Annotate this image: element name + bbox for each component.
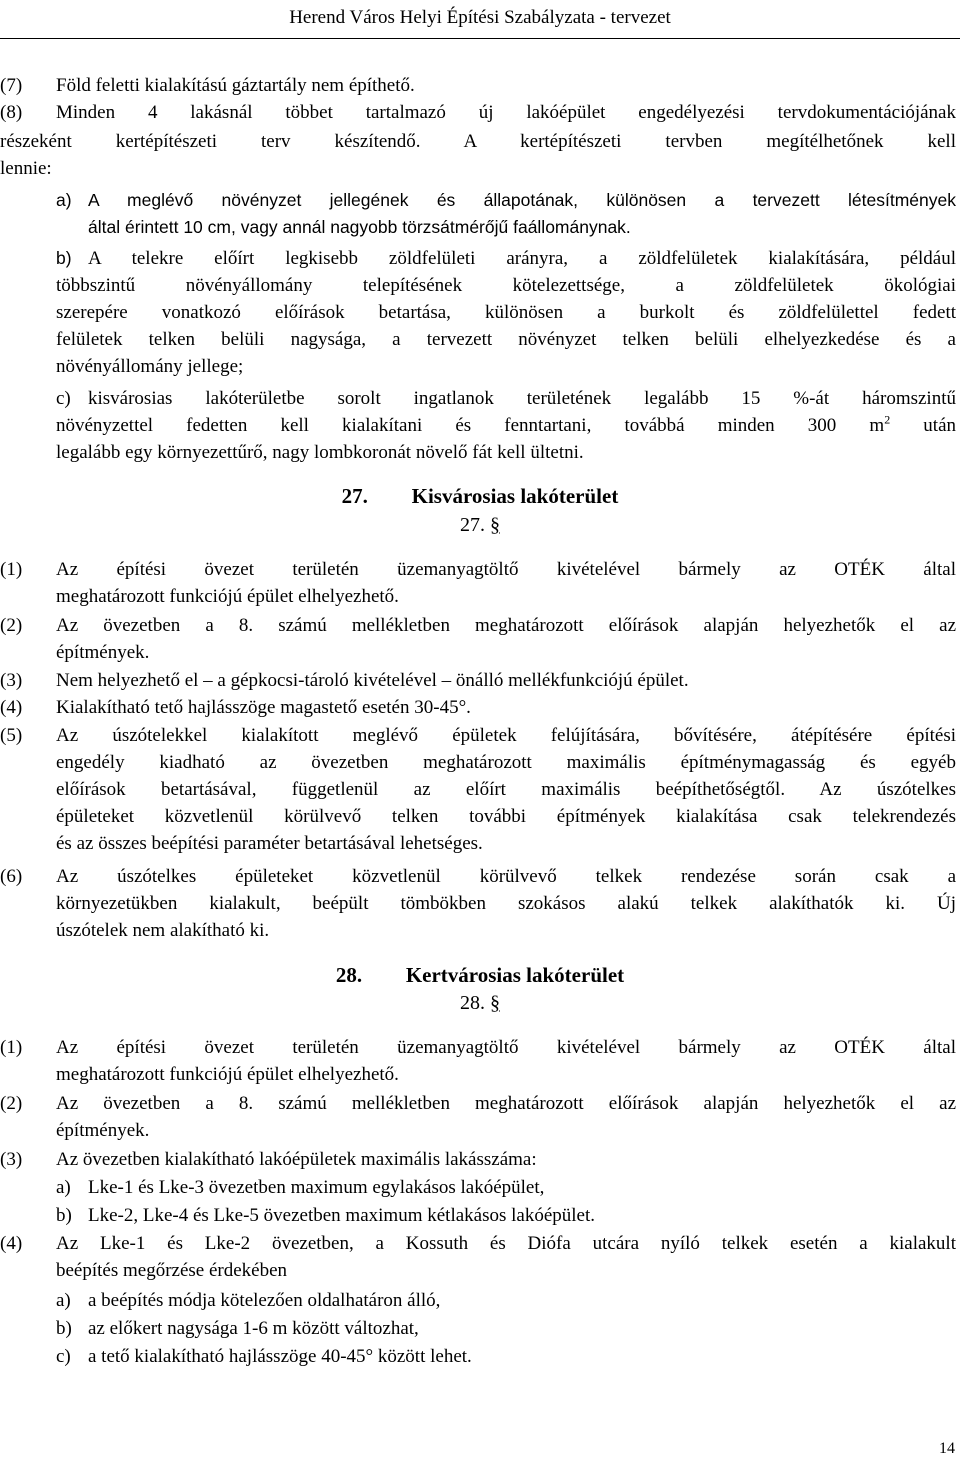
paragraph-line: Minden 4 lakásnál többet tartalmazó új lakóépület engedélyezési tervdokumentációjának	[56, 102, 956, 123]
list-line: A meglévő növényzet jellegének és állapotának, különösen a tervezett létesítmények	[88, 190, 956, 210]
paragraph-line: Az építési övezet területén üzemanyagtöltő kivételével bármely az OTÉK által	[56, 559, 956, 580]
paragraph-number: (2)	[0, 615, 23, 636]
paragraph-line: építmények.	[56, 642, 150, 663]
paragraph-line: és az összes beépítési paraméter betartásával lehetséges.	[56, 833, 483, 854]
paragraph-line: lennie:	[0, 158, 52, 179]
paragraph-line: beépítés megőrzése érdekében	[56, 1260, 288, 1281]
paragraph-number: (4)	[0, 697, 23, 718]
list-text: a tető kialakítható hajlásszöge 40-45° között lehet.	[88, 1346, 472, 1367]
section-paragraph-mark-27	[0, 512, 960, 539]
list-text: az előkert nagysága 1-6 m között változhat,	[88, 1318, 419, 1339]
list-line: növényállomány jellege;	[56, 356, 244, 377]
paragraph-number: (6)	[0, 866, 23, 887]
paragraph-line: engedély kiadható az övezetben meghatározott maximális építménymagasság és egyéb	[56, 752, 956, 773]
paragraph-number: (2)	[0, 1093, 23, 1114]
paragraph-line: Az úszótelekkel kialakított meglévő épületek felújítására, bővítésére, átépítésére építési	[56, 725, 956, 746]
section-symbol: §	[490, 992, 500, 1014]
section-heading-27	[0, 483, 960, 510]
list-line	[56, 412, 956, 439]
section-number: 27.	[460, 514, 485, 536]
paragraph-text: Nem helyezhető el – a gépkocsi-tároló kivételével – önálló mellékfunkciójú épület.	[56, 670, 689, 691]
list-line: szerepére vonatkozó előírások betartása, különösen a burkolt és zöldfelülettel fedett	[56, 302, 956, 323]
paragraph-line: környezetükben kialakult, beépült tömbökben szokásos alakú telkek alakíthatók ki. Új	[56, 893, 956, 914]
page-number: 14	[939, 1440, 955, 1457]
list-line: felületek telken belüli nagysága, a tervezett növényzet telken belüli elhelyezkedése és a	[56, 329, 956, 350]
list-label: b)	[56, 1318, 72, 1339]
paragraph-number: (8)	[0, 102, 23, 123]
section-heading-number: 28.	[335, 963, 363, 987]
section-paragraph-mark-28	[0, 990, 960, 1017]
paragraph-line: előírások betartásával, függetlenül az előírt maximális beépíthetőségtől. Az úszótelkes	[56, 779, 956, 800]
paragraph-line: építmények.	[56, 1120, 150, 1141]
paragraph-text: Föld feletti kialakítású gáztartály nem építhető.	[56, 75, 415, 96]
paragraph-line: úszótelek nem alakítható ki.	[56, 920, 270, 941]
list-line: többszintű növényállomány telepítésének kötelezettsége, a zöldfelületek ökológiai	[56, 275, 956, 296]
paragraph-number: (7)	[0, 75, 23, 96]
header-divider	[0, 38, 960, 39]
section-heading-28	[0, 962, 960, 989]
list-text: Lke-2, Lke-4 és Lke-5 övezetben maximum kétlakásos lakóépület.	[88, 1205, 596, 1226]
list-label: b)	[56, 248, 72, 268]
section-heading-title: Kisvárosias lakóterület	[411, 484, 619, 508]
superscript: 2	[884, 412, 891, 427]
paragraph-number: (1)	[0, 1037, 23, 1058]
list-line-part: után	[890, 415, 957, 436]
paragraph-line: Az úszótelkes épületeket közvetlenül körülvevő telkek rendezése során csak a	[56, 866, 956, 887]
section-heading-title: Kertvárosias lakóterület	[405, 963, 625, 987]
list-line: A telekre előírt legkisebb zöldfelületi arányra, a zöldfelületek kialakítására, például	[88, 248, 956, 269]
paragraph-line: Az övezetben a 8. számú mellékletben meghatározott előírások alapján helyezhetők el az	[56, 615, 956, 636]
paragraph-text: Az övezetben kialakítható lakóépületek maximális lakásszáma:	[56, 1149, 537, 1170]
paragraph-line: részeként kertépítészeti terv készítendő. A kertépítészeti tervben megítélhetőnek kell	[0, 131, 956, 152]
paragraph-text: Kialakítható tető hajlásszöge magastető esetén 30-45°.	[56, 697, 471, 718]
section-heading-number: 27.	[341, 484, 368, 508]
paragraph-number: (3)	[0, 1149, 23, 1170]
paragraph-line: Az Lke-1 és Lke-2 övezetben, a Kossuth és Diófa utcára nyíló telkek esetén a kialakult	[56, 1233, 956, 1254]
list-label: a)	[56, 190, 72, 210]
list-text: Lke-1 és Lke-3 övezetben maximum egylakásos lakóépület,	[88, 1177, 545, 1198]
section-symbol: §	[490, 514, 500, 536]
list-label: a)	[56, 1177, 71, 1198]
list-line: által érintett 10 cm, vagy annál nagyobb törzsátmérőjű faállománynak.	[88, 217, 631, 237]
list-label: b)	[56, 1205, 72, 1226]
paragraph-number: (3)	[0, 670, 23, 691]
list-line: legalább egy környezettűrő, nagy lombkoronát növelő fát kell ültetni.	[56, 442, 584, 463]
list-text: a beépítés módja kötelezően oldalhatáron álló,	[88, 1290, 441, 1311]
paragraph-line: meghatározott funkciójú épület elhelyezhető.	[56, 1064, 399, 1085]
paragraph-line: Az építési övezet területén üzemanyagtöltő kivételével bármely az OTÉK által	[56, 1037, 956, 1058]
list-line: kisvárosias lakóterületbe sorolt ingatlanok területének legalább 15 %-át háromszintű	[88, 388, 956, 409]
list-label: a)	[56, 1290, 71, 1311]
paragraph-number: (4)	[0, 1233, 23, 1254]
paragraph-line: meghatározott funkciójú épület elhelyezhető.	[56, 586, 399, 607]
paragraph-number: (5)	[0, 725, 23, 746]
page-header-title: Herend Város Helyi Építési Szabályzata - tervezet	[289, 7, 671, 28]
list-line-part: növényzettel fedetten kell kialakítani és fenntartani, továbbá minden 300 m	[56, 415, 885, 436]
section-number: 28.	[460, 992, 485, 1014]
paragraph-line: Az övezetben a 8. számú mellékletben meghatározott előírások alapján helyezhetők el az	[56, 1093, 956, 1114]
paragraph-number: (1)	[0, 559, 23, 580]
list-label: c)	[56, 388, 71, 409]
list-label: c)	[56, 1346, 71, 1367]
paragraph-line: épületeket közvetlenül körülvevő telken további építmények kialakítása csak telekrendezés	[56, 806, 956, 827]
